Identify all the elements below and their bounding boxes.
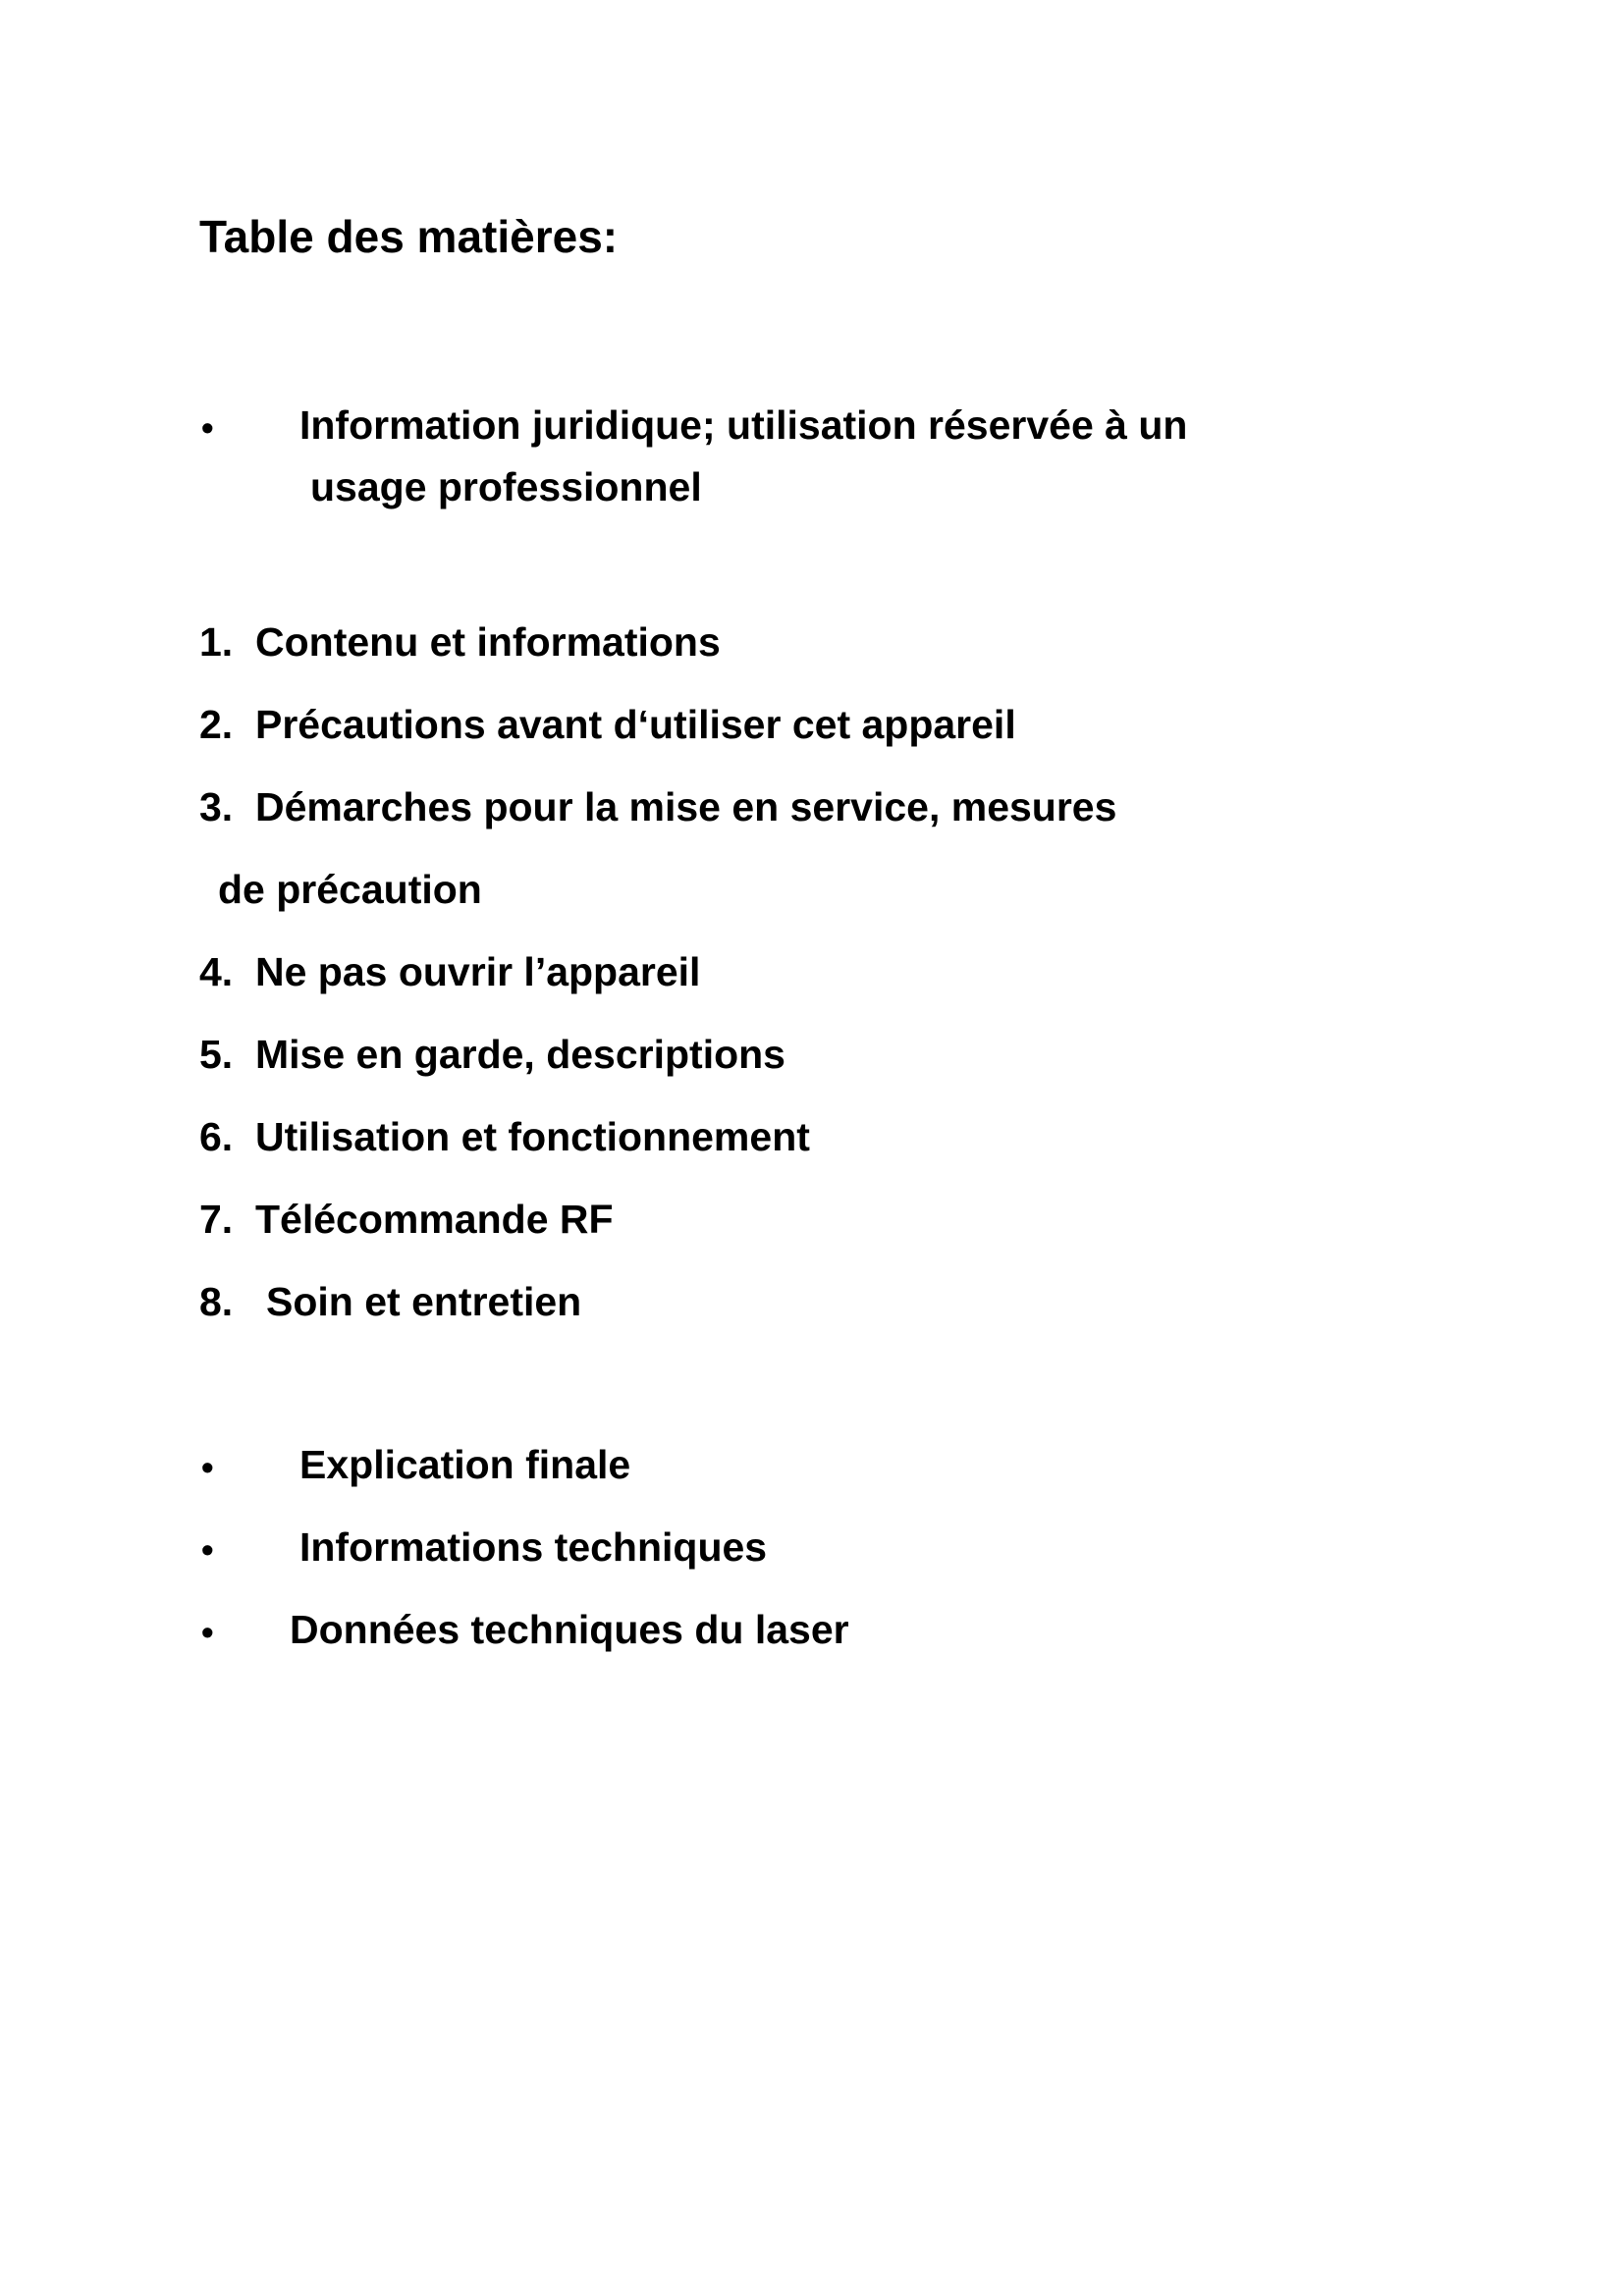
toc-item-label-continuation: usage professionnel [310, 464, 702, 509]
toc-item-number: 4. [199, 949, 234, 994]
toc-item-label: Ne pas ouvrir l’appareil [255, 949, 701, 994]
toc-item-label: Contenu et informations [255, 619, 721, 665]
toc-item-label: Démarches pour la mise en service, mesures [255, 784, 1117, 829]
bullet-icon: • [201, 1447, 214, 1487]
toc-item-label: Information juridique; utilisation réservée à un [299, 402, 1188, 448]
toc-heading: Table des matières: [199, 211, 619, 262]
toc-item-label: Informations techniques [299, 1524, 768, 1570]
toc-item-label: Utilisation et fonctionnement [255, 1114, 810, 1159]
toc-item-number: 1. [199, 619, 234, 665]
toc-item-number: 3. [199, 784, 234, 829]
toc-item-number: 8. [199, 1279, 234, 1324]
bullet-icon: • [201, 1529, 214, 1570]
toc-item-label: Mise en garde, descriptions [255, 1032, 785, 1077]
toc-item-number: 6. [199, 1114, 234, 1159]
toc-item-label: Précautions avant d‘utiliser cet appareil [255, 702, 1016, 747]
bullet-icon: • [201, 1612, 214, 1652]
toc-item-label: Explication finale [299, 1442, 631, 1487]
bullet-icon: • [201, 407, 214, 448]
toc-item-number: 5. [199, 1032, 234, 1077]
toc-item-label: Données techniques du laser [290, 1607, 849, 1652]
toc-item-label: Soin et entretien [266, 1279, 582, 1324]
toc-item-number: 2. [199, 702, 234, 747]
toc-item-number: 7. [199, 1197, 234, 1242]
toc-item-label-continuation: de précaution [218, 867, 482, 912]
toc-item-label: Télécommande RF [255, 1197, 614, 1242]
